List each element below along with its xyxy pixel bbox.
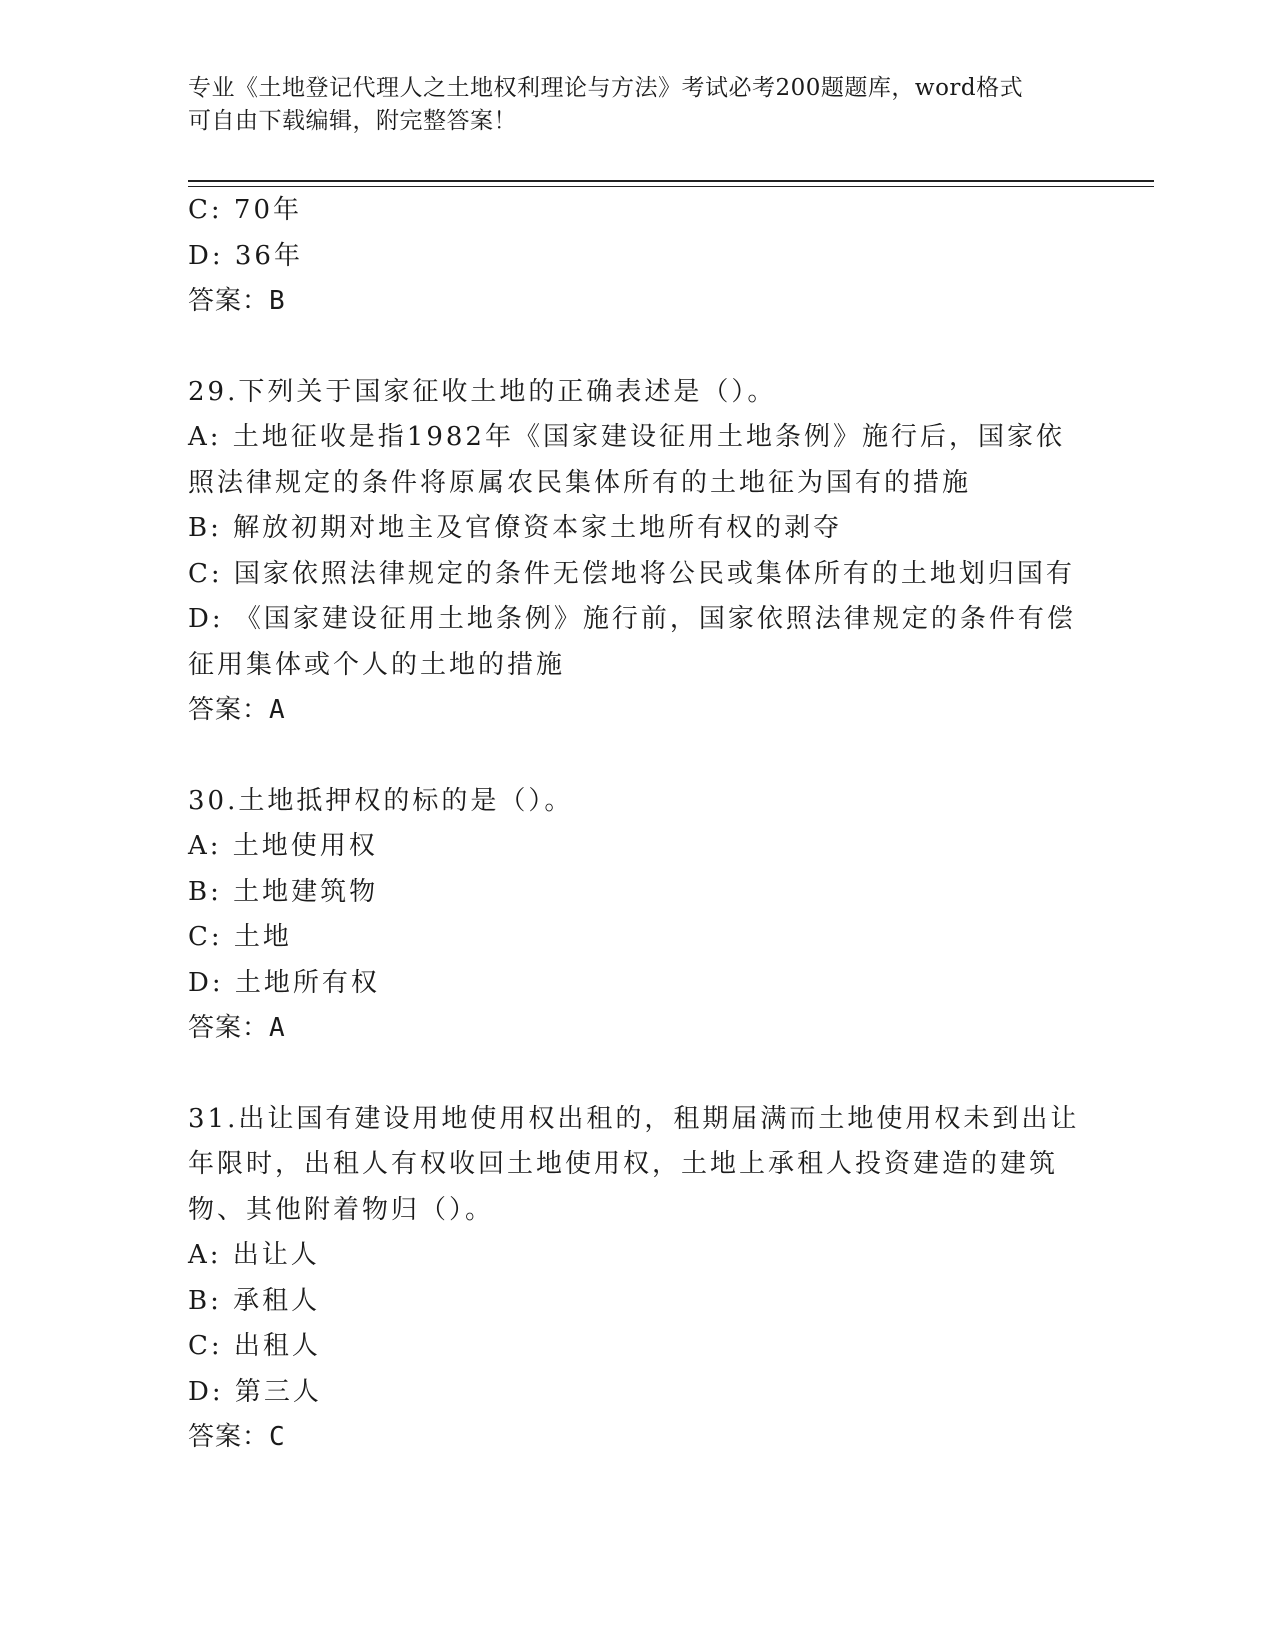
option-a: A: 出让人 [188, 1240, 320, 1270]
option-c: C: 70年 [188, 195, 303, 225]
answer: 答案：B [188, 286, 286, 316]
option-d: D: 第三人 [188, 1376, 322, 1407]
option-c: C: 土地 [188, 922, 292, 952]
option-a: A: 土地使用权 [188, 831, 378, 861]
option-b: B: 承租人 [188, 1285, 321, 1316]
option-d: D: 36年 [188, 240, 303, 271]
answer: 答案：C [188, 1422, 286, 1452]
option-b: B: 土地建筑物 [188, 876, 379, 907]
question-stem-continued: 年限时，出租人有权收回土地使用权，土地上承租人投资建造的建筑 [188, 1149, 1059, 1179]
header-divider-thin [188, 186, 1154, 187]
question-stem: 29.下列关于国家征收土地的正确表述是（）。 [188, 376, 777, 407]
option-c: C: 国家依照法律规定的条件无偿地将公民或集体所有的土地划归国有 [188, 558, 1075, 589]
question-29 [188, 370, 1088, 734]
question-stem-continued-2: 物、其他附着物归（）。 [188, 1194, 495, 1225]
question-stem: 30.土地抵押权的标的是（）。 [188, 785, 574, 816]
question-stem: 31.出让国有建设用地使用权出租的，租期届满而土地使用权未到出让 [188, 1103, 1080, 1134]
header-line-1: 专业《土地登记代理人之土地权利理论与方法》考试必考200题题库，word格式 [188, 75, 1024, 101]
option-d: D: 土地所有权 [188, 967, 380, 998]
option-a: A: 土地征收是指1982年《国家建设征用土地条例》施行后，国家依 [188, 422, 1065, 452]
option-b: B: 解放初期对地主及官僚资本家土地所有权的剥夺 [188, 513, 843, 543]
answer: 答案：A [188, 1013, 286, 1043]
question-31 [188, 1097, 1088, 1461]
option-d: D: 《国家建设征用土地条例》施行前，国家依照法律规定的条件有偿 [188, 604, 1076, 634]
header-divider-thick [188, 180, 1154, 182]
option-d-continued: 征用集体或个人的土地的措施 [188, 649, 566, 680]
question-list [188, 188, 1088, 1461]
option-a-continued: 照法律规定的条件将原属农民集体所有的土地征为国有的措施 [188, 467, 972, 498]
header-line-2: 可自由下载编辑，附完整答案！ [188, 108, 517, 134]
answer: 答案：A [188, 695, 286, 725]
page-header [188, 72, 1068, 138]
option-c: C: 出租人 [188, 1331, 321, 1361]
question-30 [188, 779, 1088, 1052]
question-28-fragment [188, 188, 1088, 325]
